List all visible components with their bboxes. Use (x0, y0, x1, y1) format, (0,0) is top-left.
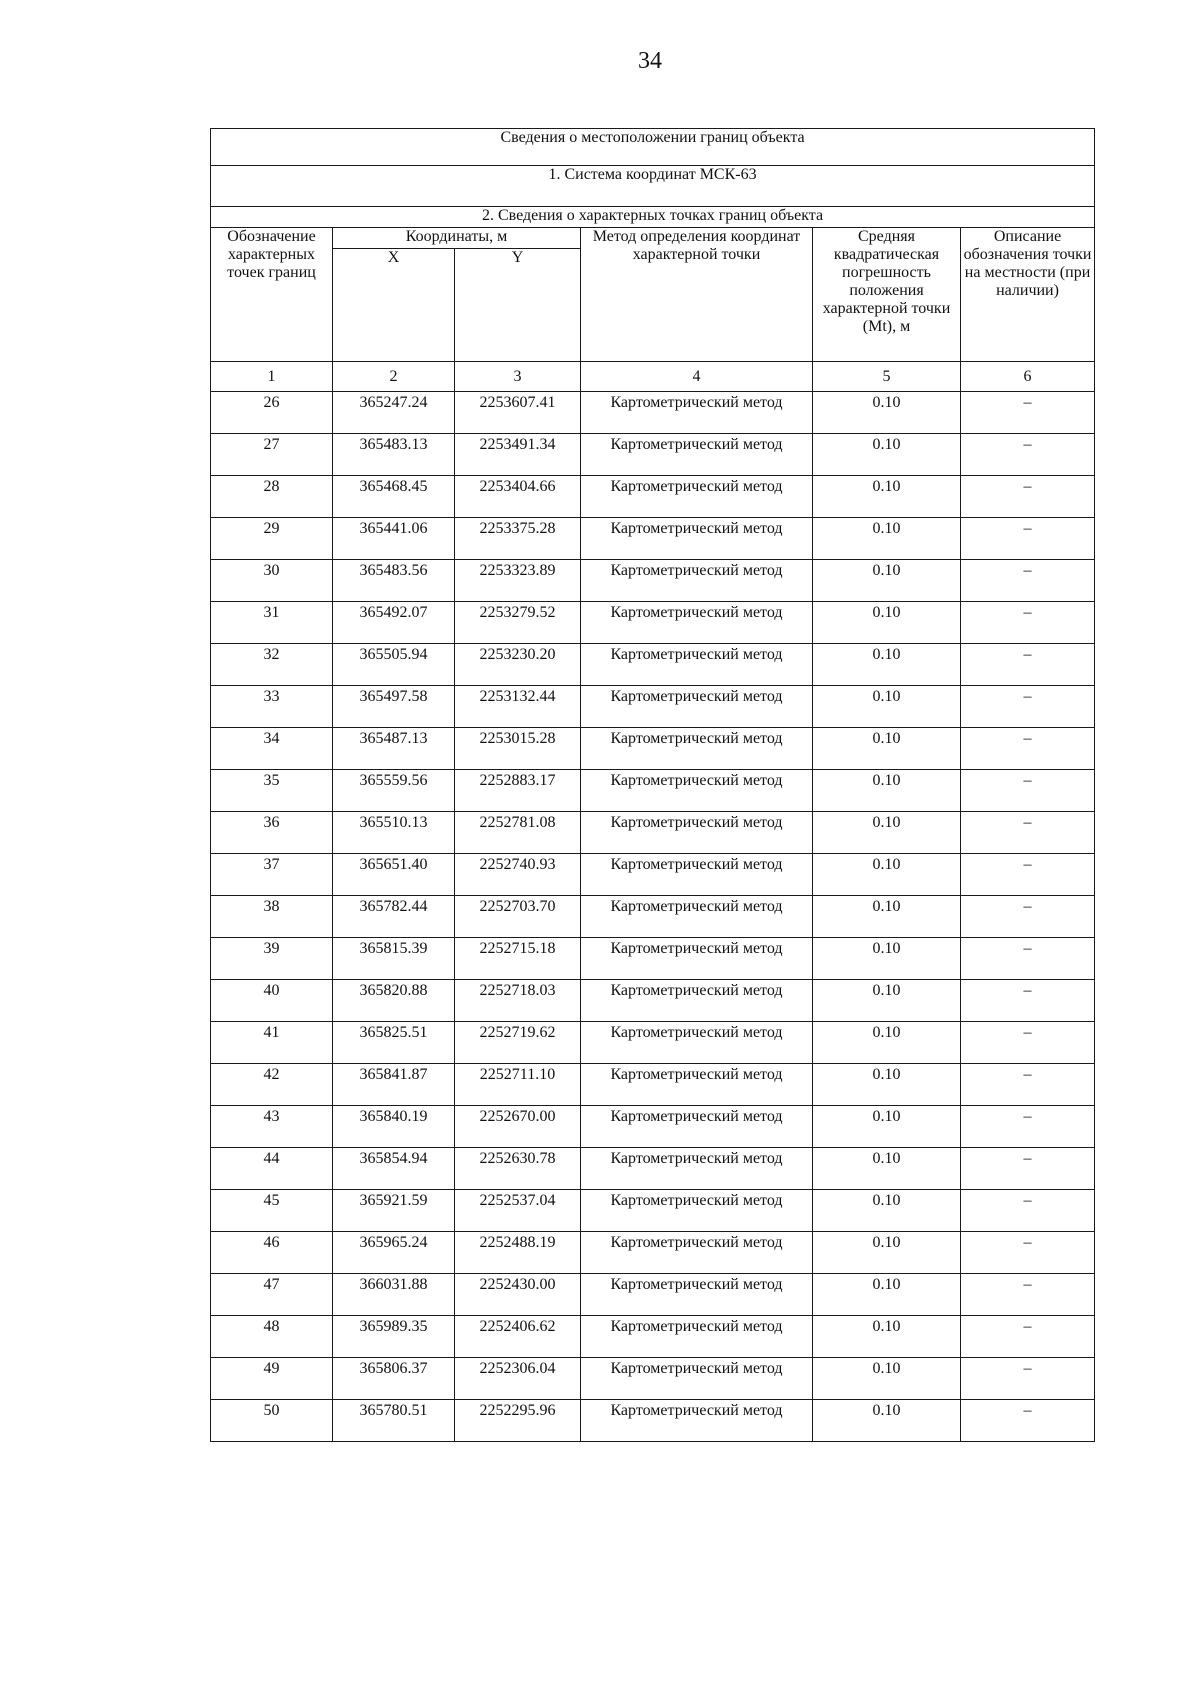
table-row (211, 1148, 1095, 1190)
table-cell-error: 0.10 (813, 938, 961, 980)
table-cell-point: 42 (211, 1064, 333, 1106)
column-number: 1 (211, 362, 333, 392)
table-cell-point: 26 (211, 392, 333, 434)
table-cell-method: Картометрический метод (581, 476, 813, 518)
table-cell-x: 365989.35 (333, 1316, 455, 1358)
table-cell-error: 0.10 (813, 1064, 961, 1106)
table-cell-error: 0.10 (813, 854, 961, 896)
table-cell-method: Картометрический метод (581, 518, 813, 560)
table-cell-y: 2252488.19 (455, 1232, 581, 1274)
table-cell-error: 0.10 (813, 1232, 961, 1274)
table-cell-y: 2253230.20 (455, 644, 581, 686)
table-row (211, 518, 1095, 560)
table-cell-point: 48 (211, 1316, 333, 1358)
table-cell-method: Картометрический метод (581, 1358, 813, 1400)
table-row (211, 896, 1095, 938)
table-cell-error: 0.10 (813, 1400, 961, 1442)
column-number: 4 (581, 362, 813, 392)
table-cell-y: 2252406.62 (455, 1316, 581, 1358)
points-section-row (211, 207, 1095, 228)
coordinate-system-row (211, 166, 1095, 207)
table-row (211, 770, 1095, 812)
table-cell-x: 365965.24 (333, 1232, 455, 1274)
table-cell-point: 44 (211, 1148, 333, 1190)
table-cell-description: – (961, 392, 1095, 434)
table-cell-point: 33 (211, 686, 333, 728)
table-cell-error: 0.10 (813, 1022, 961, 1064)
page-number: 34 (638, 48, 662, 74)
table-cell-error: 0.10 (813, 602, 961, 644)
table-cell-method: Картометрический метод (581, 644, 813, 686)
table-row (211, 686, 1095, 728)
table-cell-y: 2253279.52 (455, 602, 581, 644)
table-cell-x: 365468.45 (333, 476, 455, 518)
table-cell-y: 2252715.18 (455, 938, 581, 980)
table-cell-description: – (961, 770, 1095, 812)
table-cell-description: – (961, 476, 1095, 518)
table-cell-x: 365854.94 (333, 1148, 455, 1190)
table-cell-x: 365820.88 (333, 980, 455, 1022)
table-cell-method: Картометрический метод (581, 812, 813, 854)
table-row (211, 644, 1095, 686)
table-cell-method: Картометрический метод (581, 938, 813, 980)
table-row (211, 728, 1095, 770)
section-title-row (211, 129, 1095, 166)
table-cell-point: 43 (211, 1106, 333, 1148)
table-cell-method: Картометрический метод (581, 1232, 813, 1274)
table-cell-x: 365651.40 (333, 854, 455, 896)
header-description: Описание обозначения точки на местности (при наличии) (961, 228, 1095, 362)
table-row (211, 1400, 1095, 1442)
table-cell-method: Картометрический метод (581, 686, 813, 728)
table-cell-description: – (961, 1190, 1095, 1232)
table-cell-point: 31 (211, 602, 333, 644)
table-cell-method: Картометрический метод (581, 770, 813, 812)
table-cell-method: Картометрический метод (581, 896, 813, 938)
table-cell-point: 29 (211, 518, 333, 560)
table-cell-y: 2252670.00 (455, 1106, 581, 1148)
table-cell-description: – (961, 1274, 1095, 1316)
table-cell-x: 365247.24 (333, 392, 455, 434)
table-cell-x: 365782.44 (333, 896, 455, 938)
table-cell-x: 365921.59 (333, 1190, 455, 1232)
table-cell-error: 0.10 (813, 728, 961, 770)
table-cell-error: 0.10 (813, 1316, 961, 1358)
table-cell-error: 0.10 (813, 770, 961, 812)
table-cell-description: – (961, 938, 1095, 980)
table-cell-method: Картометрический метод (581, 1274, 813, 1316)
table-cell-method: Картометрический метод (581, 1064, 813, 1106)
table-cell-error: 0.10 (813, 560, 961, 602)
header-method: Метод определения координат характерной точки (581, 228, 813, 362)
table-cell-point: 49 (211, 1358, 333, 1400)
table-cell-method: Картометрический метод (581, 854, 813, 896)
table-row (211, 854, 1095, 896)
table-cell-point: 36 (211, 812, 333, 854)
table-row (211, 1232, 1095, 1274)
table-cell-y: 2252781.08 (455, 812, 581, 854)
table-cell-point: 34 (211, 728, 333, 770)
table-cell-y: 2253607.41 (455, 392, 581, 434)
table-cell-description: – (961, 1148, 1095, 1190)
table-cell-point: 47 (211, 1274, 333, 1316)
table-cell-y: 2253323.89 (455, 560, 581, 602)
table-row (211, 560, 1095, 602)
header-error: Средняя квадратическая погрешность положения характерной точки (Mt), м (813, 228, 961, 362)
table-cell-description: – (961, 602, 1095, 644)
table-cell-point: 50 (211, 1400, 333, 1442)
table-cell-point: 39 (211, 938, 333, 980)
table-cell-method: Картометрический метод (581, 560, 813, 602)
table-row (211, 1106, 1095, 1148)
table-cell-description: – (961, 1358, 1095, 1400)
column-number: 3 (455, 362, 581, 392)
table-row (211, 1358, 1095, 1400)
table-cell-point: 45 (211, 1190, 333, 1232)
table-cell-y: 2252711.10 (455, 1064, 581, 1106)
table-cell-description: – (961, 1400, 1095, 1442)
table-cell-error: 0.10 (813, 980, 961, 1022)
table-cell-x: 365559.56 (333, 770, 455, 812)
table-cell-x: 366031.88 (333, 1274, 455, 1316)
table-cell-description: – (961, 1106, 1095, 1148)
table-cell-y: 2252430.00 (455, 1274, 581, 1316)
table-cell-y: 2252719.62 (455, 1022, 581, 1064)
column-number: 2 (333, 362, 455, 392)
table-cell-description: – (961, 728, 1095, 770)
table-cell-method: Картометрический метод (581, 1316, 813, 1358)
table-cell-error: 0.10 (813, 434, 961, 476)
table-cell-description: – (961, 686, 1095, 728)
table-cell-description: – (961, 644, 1095, 686)
table-cell-y: 2252537.04 (455, 1190, 581, 1232)
column-number: 5 (813, 362, 961, 392)
table-cell-x: 365806.37 (333, 1358, 455, 1400)
table-cell-point: 37 (211, 854, 333, 896)
table-cell-error: 0.10 (813, 1148, 961, 1190)
table-cell-error: 0.10 (813, 1358, 961, 1400)
table-row (211, 1064, 1095, 1106)
coordinate-system: 1. Система координат МСК-63 (211, 166, 1095, 207)
table-cell-point: 32 (211, 644, 333, 686)
table-body (211, 129, 1095, 1442)
table-cell-description: – (961, 1232, 1095, 1274)
table-cell-method: Картометрический метод (581, 602, 813, 644)
table-row (211, 434, 1095, 476)
table-row (211, 1274, 1095, 1316)
header-row-1 (211, 228, 1095, 249)
table-cell-error: 0.10 (813, 518, 961, 560)
table-cell-y: 2252630.78 (455, 1148, 581, 1190)
table-cell-error: 0.10 (813, 1274, 961, 1316)
table-cell-y: 2252703.70 (455, 896, 581, 938)
table-cell-y: 2252718.03 (455, 980, 581, 1022)
table-row (211, 1190, 1095, 1232)
table-cell-error: 0.10 (813, 1190, 961, 1232)
table-cell-error: 0.10 (813, 476, 961, 518)
points-section-title: 2. Сведения о характерных точках границ объекта (211, 207, 1095, 228)
table-row (211, 392, 1095, 434)
table-row (211, 812, 1095, 854)
table-cell-description: – (961, 812, 1095, 854)
table-cell-x: 365483.56 (333, 560, 455, 602)
table-row (211, 476, 1095, 518)
table-cell-y: 2252306.04 (455, 1358, 581, 1400)
table-cell-method: Картометрический метод (581, 1022, 813, 1064)
table-cell-x: 365840.19 (333, 1106, 455, 1148)
table-cell-method: Картометрический метод (581, 1400, 813, 1442)
table-cell-method: Картометрический метод (581, 1148, 813, 1190)
table-cell-point: 40 (211, 980, 333, 1022)
header-designation: Обозначение характерных точек границ (211, 228, 333, 362)
table-cell-description: – (961, 434, 1095, 476)
column-numbers-row (211, 362, 1095, 392)
table-cell-y: 2252740.93 (455, 854, 581, 896)
header-x: X (333, 249, 455, 362)
table-cell-y: 2253491.34 (455, 434, 581, 476)
table-cell-description: – (961, 560, 1095, 602)
table-cell-y: 2253132.44 (455, 686, 581, 728)
table-cell-method: Картометрический метод (581, 392, 813, 434)
table-cell-x: 365825.51 (333, 1022, 455, 1064)
table-cell-point: 38 (211, 896, 333, 938)
table-cell-point: 41 (211, 1022, 333, 1064)
header-y: Y (455, 249, 581, 362)
table-cell-x: 365815.39 (333, 938, 455, 980)
table-cell-error: 0.10 (813, 1106, 961, 1148)
table-cell-method: Картометрический метод (581, 980, 813, 1022)
table-cell-y: 2253404.66 (455, 476, 581, 518)
table-cell-description: – (961, 518, 1095, 560)
column-number: 6 (961, 362, 1095, 392)
table-row (211, 1316, 1095, 1358)
table-cell-method: Картометрический метод (581, 1190, 813, 1232)
table-cell-error: 0.10 (813, 644, 961, 686)
table-cell-method: Картометрический метод (581, 1106, 813, 1148)
table-cell-point: 30 (211, 560, 333, 602)
table-row (211, 980, 1095, 1022)
table-cell-point: 35 (211, 770, 333, 812)
table-row (211, 1022, 1095, 1064)
table-cell-error: 0.10 (813, 392, 961, 434)
header-coordinates: Координаты, м (333, 228, 581, 249)
table-cell-method: Картометрический метод (581, 434, 813, 476)
table-cell-error: 0.10 (813, 896, 961, 938)
table-cell-x: 365841.87 (333, 1064, 455, 1106)
table-cell-error: 0.10 (813, 686, 961, 728)
table-cell-point: 46 (211, 1232, 333, 1274)
section-title: Сведения о местоположении границ объекта (211, 129, 1095, 166)
table-cell-point: 27 (211, 434, 333, 476)
table-cell-description: – (961, 980, 1095, 1022)
table-cell-x: 365492.07 (333, 602, 455, 644)
table-cell-x: 365780.51 (333, 1400, 455, 1442)
table-cell-y: 2252295.96 (455, 1400, 581, 1442)
table-cell-point: 28 (211, 476, 333, 518)
table-cell-description: – (961, 1064, 1095, 1106)
table-cell-x: 365483.13 (333, 434, 455, 476)
table-cell-y: 2252883.17 (455, 770, 581, 812)
table-cell-description: – (961, 1022, 1095, 1064)
table-cell-error: 0.10 (813, 812, 961, 854)
table-cell-x: 365505.94 (333, 644, 455, 686)
table-cell-x: 365497.58 (333, 686, 455, 728)
boundary-points-table (210, 128, 1095, 1442)
table-cell-y: 2253015.28 (455, 728, 581, 770)
table-cell-x: 365487.13 (333, 728, 455, 770)
table-cell-description: – (961, 1316, 1095, 1358)
table-cell-description: – (961, 896, 1095, 938)
table-cell-x: 365510.13 (333, 812, 455, 854)
table-row (211, 938, 1095, 980)
table-cell-description: – (961, 854, 1095, 896)
table-row (211, 602, 1095, 644)
table-cell-y: 2253375.28 (455, 518, 581, 560)
table-cell-x: 365441.06 (333, 518, 455, 560)
table-cell-method: Картометрический метод (581, 728, 813, 770)
